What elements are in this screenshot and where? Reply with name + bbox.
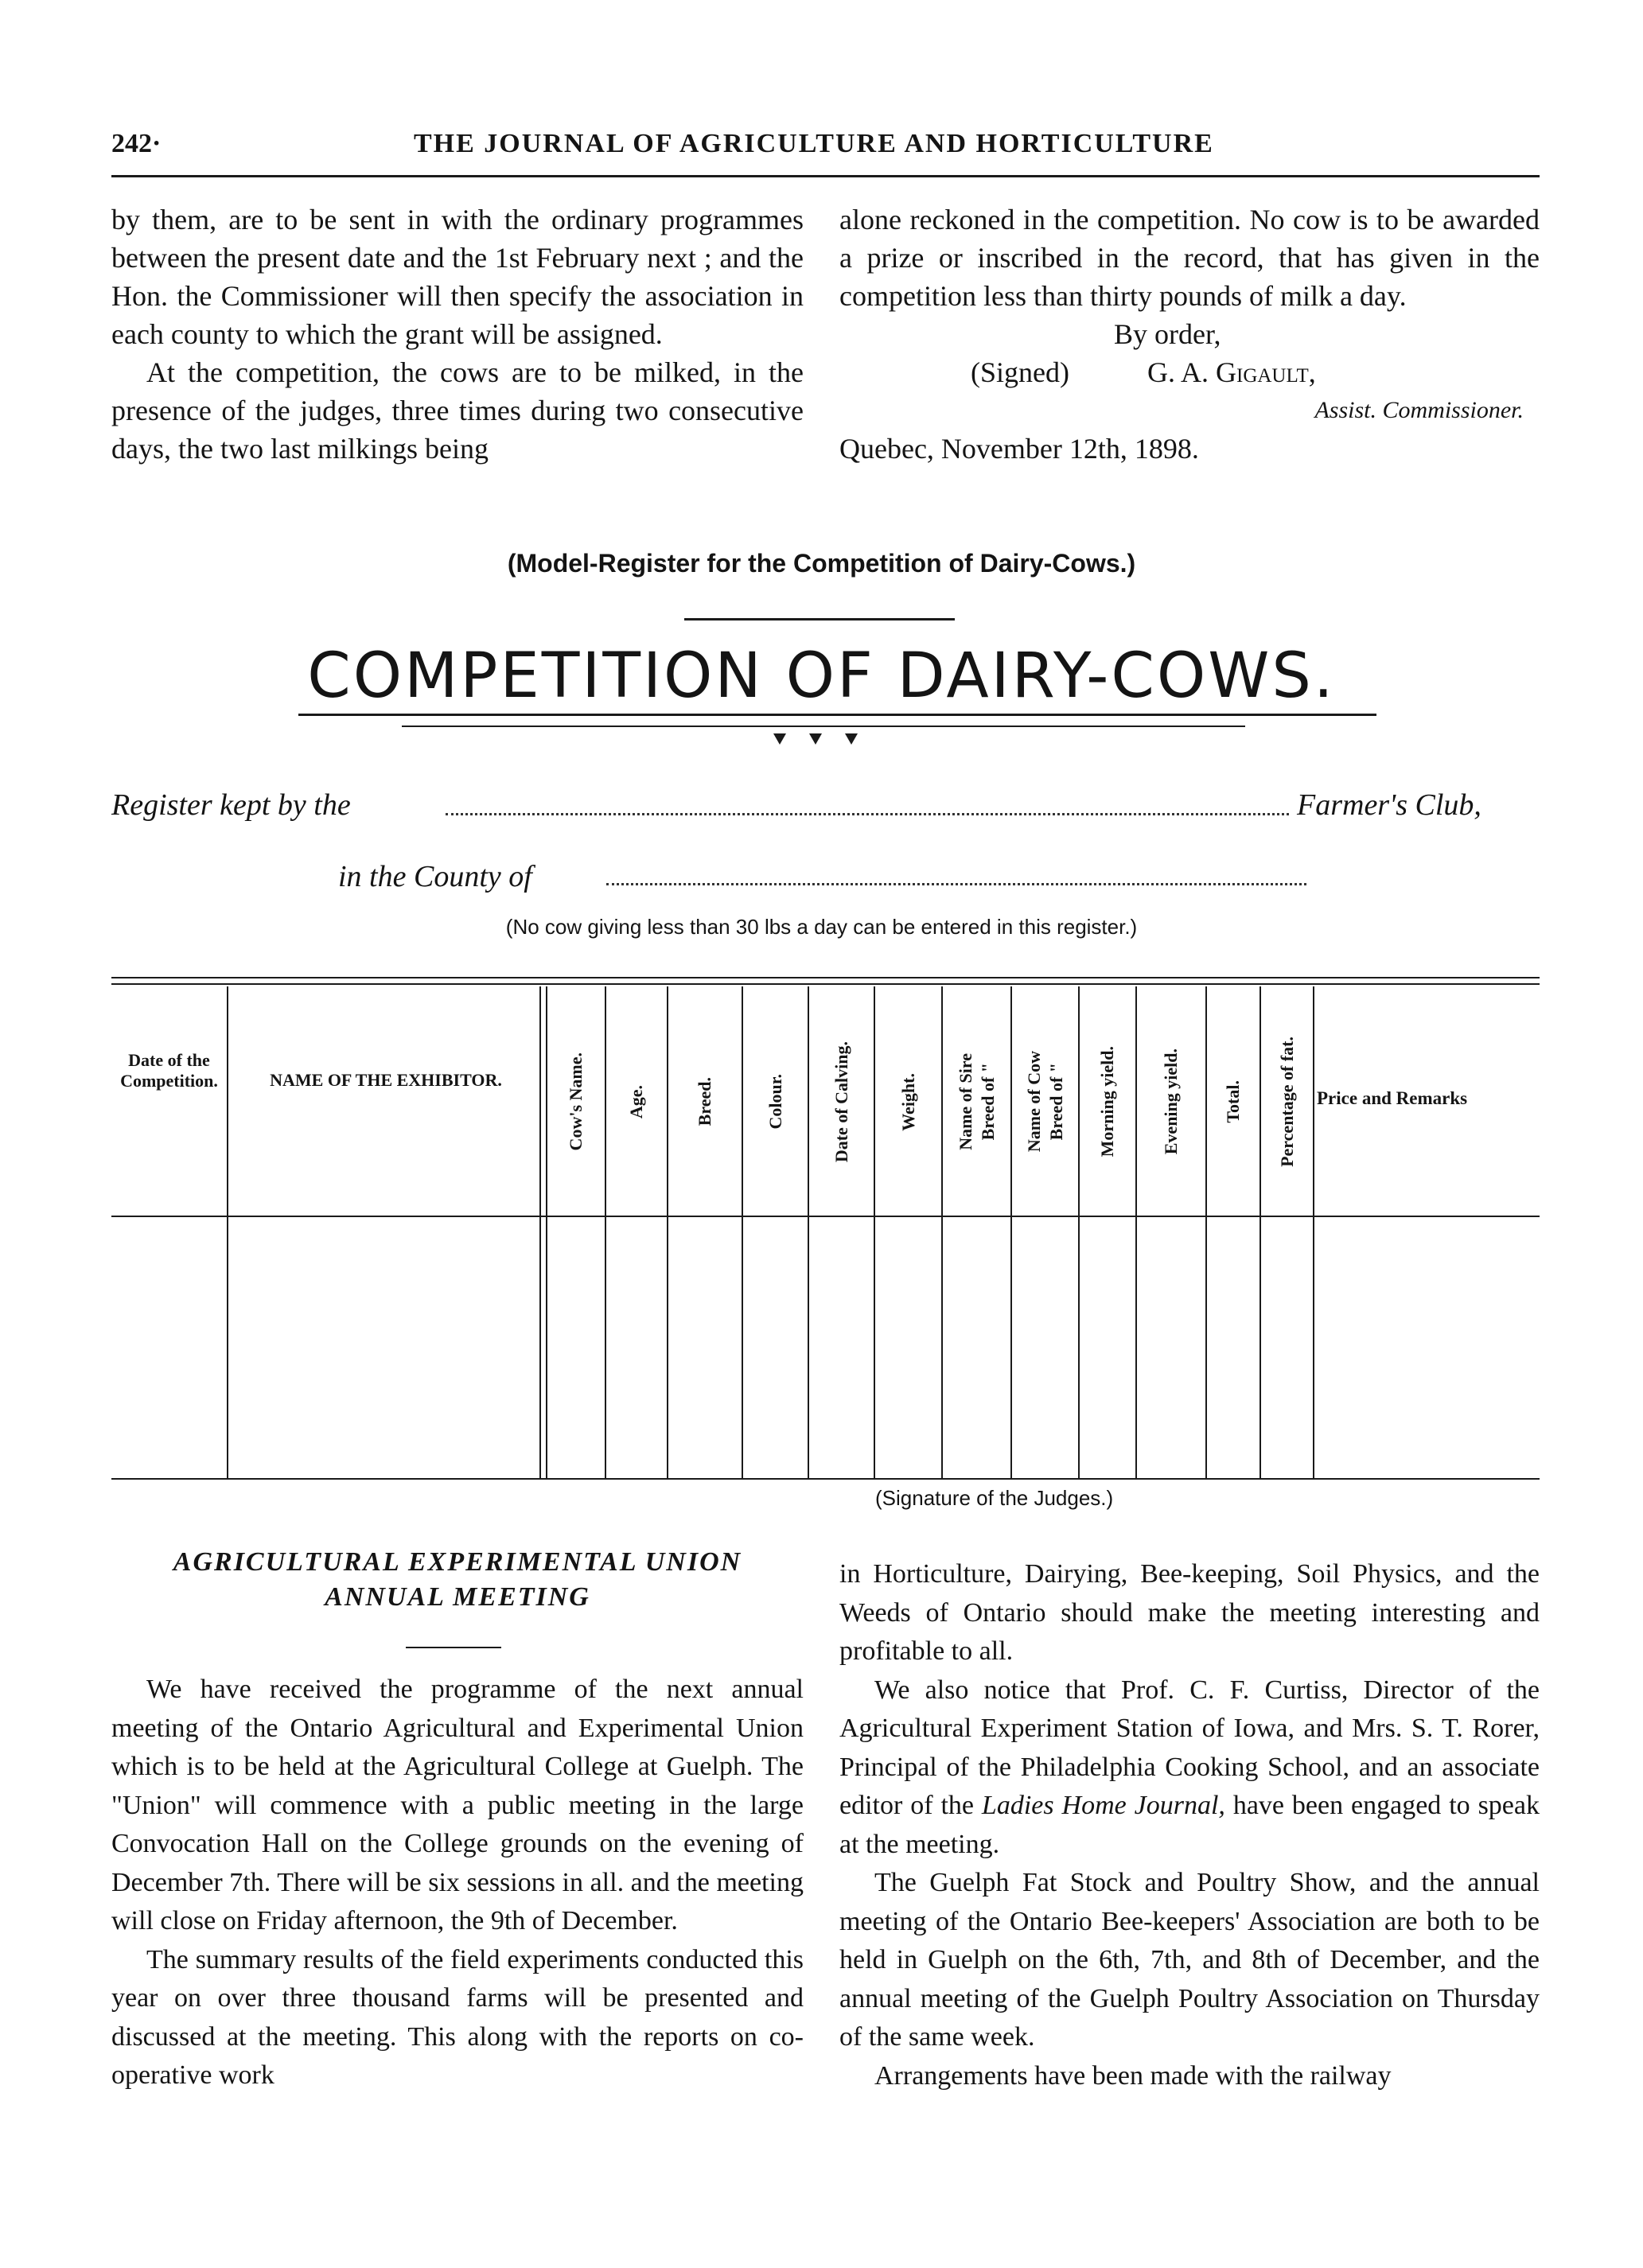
header-exhibitor-name: NAME OF THE EXHIBITOR.: [270, 1070, 502, 1090]
short-rule: [684, 618, 955, 620]
register-note: (No cow giving less than 30 lbs a day can be entered in this register.): [505, 915, 1138, 939]
header-colour: Colour.: [765, 1074, 785, 1130]
header-rule: [111, 175, 1540, 177]
top-left-column: [111, 200, 804, 468]
top-right-paragraph-1: alone reckoned in the competition. No cow is to be awarded a prize or inscribed in the record, that has given in the competition less than thirty pounds of milk a day.: [839, 204, 1540, 312]
signer-name: G. A. Gigault,: [1147, 356, 1316, 388]
title-underline-1: [298, 714, 1376, 716]
signed-label: (Signed): [971, 356, 1069, 388]
ornament-triangle-2: [809, 733, 822, 745]
running-title: THE JOURNAL OF AGRICULTURE AND HORTICULTURE: [414, 129, 1214, 158]
header-date: Date of the Competition.: [120, 1050, 218, 1091]
header-cow-parent: Name of Cow Breed of ": [1023, 1051, 1066, 1153]
article-left-column: [111, 1671, 804, 2095]
title-underline-2: [402, 726, 1245, 727]
by-order-line: By order,: [1114, 318, 1221, 350]
header-percentage-fat: Percentage of fat.: [1276, 1037, 1297, 1167]
page-number: 242·: [111, 129, 162, 158]
page-header: [111, 129, 1544, 169]
header-age: Age.: [626, 1084, 646, 1119]
signed-line: [839, 353, 1540, 391]
table-top-rule-2: [111, 983, 1540, 985]
header-total: Total.: [1223, 1080, 1243, 1123]
journal-title: Ladies Home Journal,: [981, 1791, 1225, 1820]
col-divider: [539, 986, 541, 1478]
header-morning-yield: Morning yield.: [1097, 1046, 1117, 1157]
article-right-paragraph-4: Arrangements have been made with the railway: [874, 2060, 1392, 2091]
article-heading-rule: [406, 1647, 501, 1648]
farmers-club-label: Farmer's Club,: [1297, 788, 1481, 822]
table-bottom-rule: [111, 1478, 1540, 1480]
ornament-triangle-1: [773, 733, 786, 745]
article-left-paragraph-1: We have received the programme of the next annual meeting of the Ontario Agricultural and Experimental Union which is to be held at the Agricultural College at Guelph. The "Union" will commence with a public meeting in the large Convocation Hall on the College grounds on the evening of December 7th. There will be six sessions in all. and the meeting will close on Friday afternoon, the 9th of December.: [111, 1675, 804, 1935]
top-left-paragraph-1: by them, are to be sent in with the ordinary programmes between the present date and the 1st February next ; and the Hon. the Commissioner will then specify the association in each county to which the grant will be assigned.: [111, 204, 804, 350]
header-sire: Name of Sire Breed of ": [955, 1053, 998, 1150]
header-breed: Breed.: [695, 1077, 714, 1126]
article-left-paragraph-2: The summary results of the field experiments conducted this year on over three thousand farms will be presented and discussed at the meeting. This along with the reports on co-operative work: [111, 1944, 804, 2090]
signer-title: Assist. Commissioner.: [1314, 397, 1524, 423]
judges-signature: (Signature of the Judges.): [875, 1486, 1114, 1510]
header-evening-yield: Evening yield.: [1161, 1048, 1181, 1155]
header-weight: Weight.: [897, 1072, 918, 1131]
model-register-title: (Model-Register for the Competition of Dairy-Cows.): [507, 549, 1136, 578]
county-label: in the County of: [338, 860, 532, 893]
col-divider: [227, 986, 228, 1478]
competition-title: COMPETITION OF DAIRY-COWS.: [307, 640, 1336, 712]
article-heading: AGRICULTURAL EXPERIMENTAL UNION ANNUAL MEETING: [173, 1547, 742, 1612]
header-date-of-calving: Date of Calving.: [831, 1041, 851, 1163]
header-cows-name: Cow's Name.: [566, 1052, 586, 1151]
county-blank: [606, 883, 1306, 885]
club-name-blank: [446, 813, 1289, 815]
register-kept-label: Register kept by the: [111, 788, 351, 822]
article-right-paragraph-1: in Horticulture, Dairying, Bee-keeping, Soil Physics, and the Weeds of Ontario should make the meeting interesting and profitable to all.: [839, 1559, 1540, 1666]
top-right-column: [839, 200, 1540, 468]
article-right-paragraph-2: We also notice that Prof. C. F. Curtiss, Director of the Agricultural Experiment Station of Iowa, and Mrs. S. T. Rorer, Principal of the Philadelphia Cooking School, and an associate editor of the Ladies Home Journal, have been engaged to speak at the meeting.: [839, 1675, 1540, 1859]
article-right-column: [839, 1555, 1540, 2095]
article-right-paragraph-3: The Guelph Fat Stock and Poultry Show, and the annual meeting of the Ontario Bee-keepers' Association are both to be held in Guelph on the 6th, 7th, and 8th of December, and the annual meeting of the Guelph Poultry Association on Thursday of the same week.: [839, 1868, 1540, 2052]
top-left-paragraph-2: At the competition, the cows are to be milked, in the presence of the judges, three times during two consecutive days, the two last milkings being: [111, 356, 804, 465]
table-header-bottom-rule: [111, 1216, 1540, 1217]
date-line: Quebec, November 12th, 1898.: [839, 433, 1199, 465]
header-price-remarks: Price and Remarks: [1317, 1088, 1468, 1108]
col-divider: [1313, 986, 1314, 1478]
table-top-rule: [111, 977, 1540, 978]
ornament-triangle-3: [845, 733, 858, 745]
